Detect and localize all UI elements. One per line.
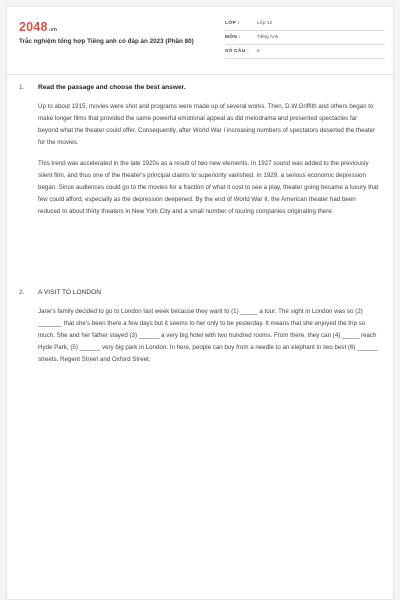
meta-row-class [225,17,385,31]
meta-key: MÔN : [225,35,241,40]
question-heading [19,289,379,296]
question-1 [19,84,379,218]
document-header [7,7,393,75]
meta-row-question-count [225,45,385,59]
question-title: A VISIT TO LONDON [38,289,102,296]
question-number: 1. [19,84,25,91]
logo-suffix-text: .vn [48,27,58,33]
meta-value: 2 [257,49,260,54]
document-title: Trắc nghiệm tổng hợp Tiếng anh có đáp án 2023 (Phần 80) [19,38,194,45]
meta-value: Tiếng Anh [257,35,279,40]
question-number: 2. [19,289,25,296]
meta-row-subject [225,31,385,45]
question-title: Read the passage and choose the best answer. [38,84,186,91]
passage-paragraph: Jane's family decided to go to London last week because they want to (1) _____ a tour. The sight in London was so (2) _______ that she's been there a few days but it seems to her only to be yesterday. It means that she enjoyed the trip so much. She and her father stayed (3) ______ a very big hotel with two hundred rooms. From there, they can (4) _____ reach Hyde Park, (5) ______ very big park in London. In here, people can buy from a needle to an elephant in two best (6) ______ streets, Regent Street and Oxford Street. [38,308,378,363]
passage-paragraph: This trend was accelerated in the late 1920s as a result of two new elements. In 1927 sound was added to the previously silent film, and thus one of the theater's principal claims to superiority vanished. In 1929, a serious economic depression began. Since audiences could go to the movies for a fraction of what it cost to see a play, theater going became a luxury that few could afford, especially as the depression deepened. By the end of World War II, the American theater had been reduced to about thirty theaters in New York City and a small number of touring companies originating there. [38,160,379,215]
meta-key: LỚP : [225,21,240,26]
document-meta [225,17,385,59]
question-2 [19,289,379,366]
meta-key: SỐ CÂU : [225,49,249,54]
meta-value: Lớp 12 [257,21,273,26]
question-heading [19,84,379,91]
passage-paragraph: Up to about 1915, movies were shot and programs were made up of several works. Then, D.W.Griffith and others began to make longer films that provided the same powerful emotional appeal as did melodrama and presented spectacles far beyond what the theater could offer. Consequently, after World War I increasing numbers of spectators deserted the theater for the movies. [38,103,376,146]
document-page [6,6,394,600]
site-logo[interactable] [19,20,57,34]
logo-main-text: 2048 [19,20,48,34]
